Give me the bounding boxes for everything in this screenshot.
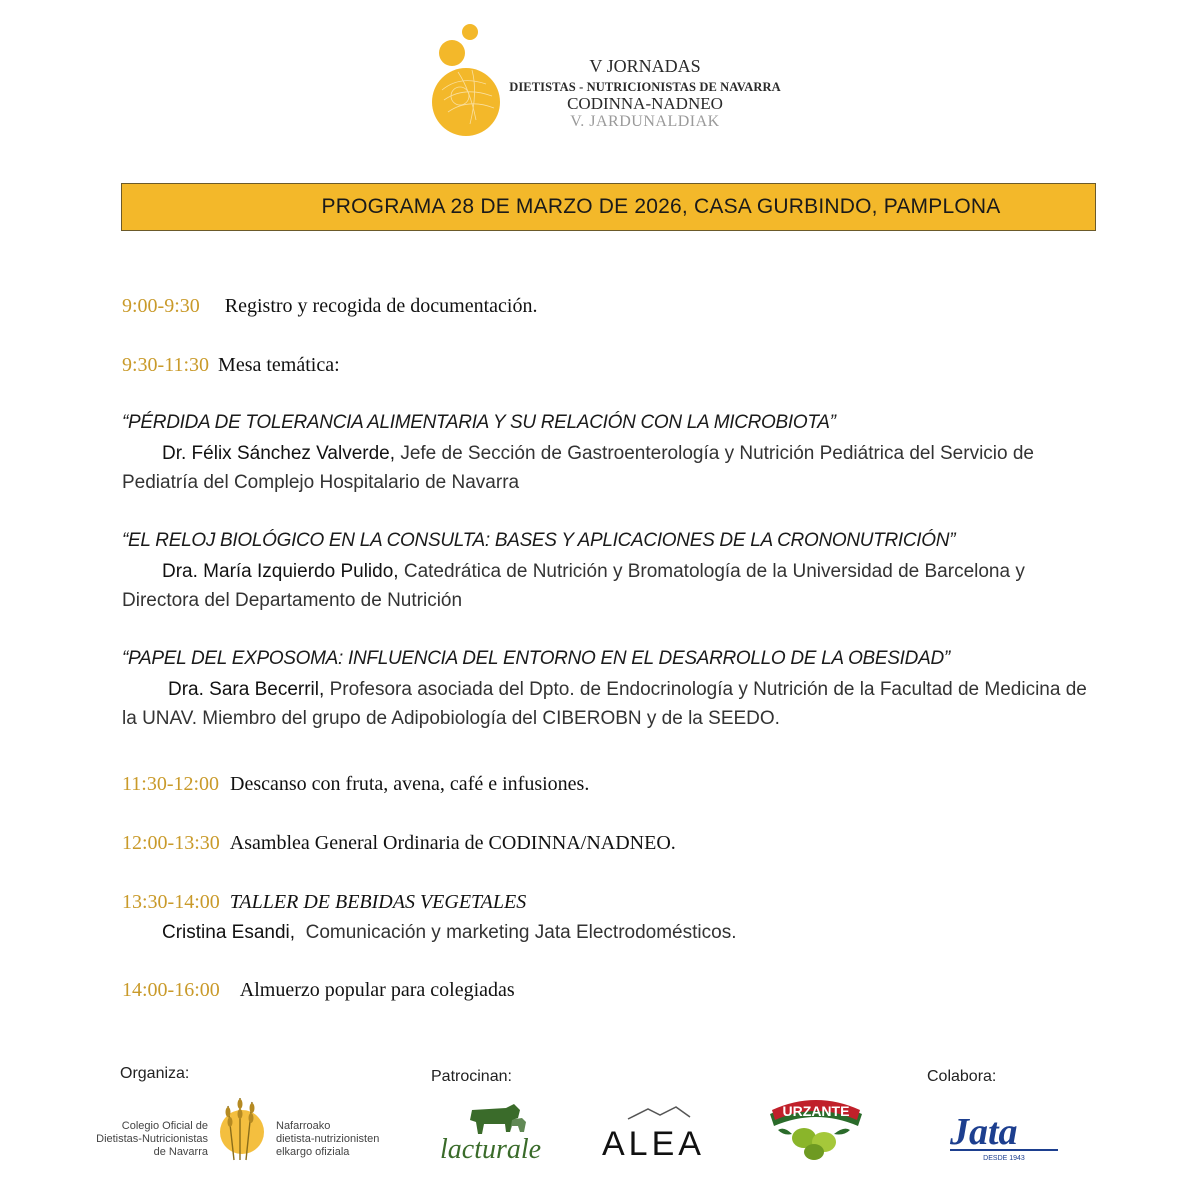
speaker-name: Dra. Sara Becerril, <box>168 679 325 700</box>
organizer-name-eu <box>276 1120 406 1159</box>
org-text-line: de Navarra <box>153 1146 208 1158</box>
program-item <box>122 354 340 377</box>
colabora-label: Colabora: <box>927 1068 997 1085</box>
speaker-name: Cristina Esandi, <box>162 922 296 943</box>
program-item <box>122 891 526 914</box>
organiza-label: Organiza: <box>120 1065 190 1082</box>
speaker-role: Catedrática de Nutrición y Bromatología de la Universidad de Barcelona y Directora del Departamento de Nutrición <box>122 561 1025 611</box>
item-time: 9:30-11:30 <box>122 354 210 376</box>
speaker-name: Dr. Félix Sánchez Valverde, <box>162 443 396 464</box>
header-subtitle: DIETISTAS - NUTRICIONISTAS DE NAVARRA <box>509 80 781 94</box>
program-item <box>122 979 515 1002</box>
patrocinan-label: Patrocinan: <box>431 1068 512 1085</box>
item-time: 9:00-9:30 <box>122 295 200 317</box>
item-activity: TALLER DE BEBIDAS VEGETALES <box>229 891 527 913</box>
program-item <box>122 773 589 796</box>
jata-logo <box>946 1104 1066 1164</box>
header-org: CODINNA-NADNEO <box>567 94 723 113</box>
org-text-line: elkargo ofiziala <box>276 1146 350 1158</box>
item-activity: Descanso con fruta, avena, café e infusiones. <box>230 773 590 795</box>
header-title: V JORNADAS <box>589 56 701 76</box>
jata-wordmark: Jata <box>950 1111 1018 1153</box>
item-time: 12:00-13:30 <box>122 832 220 854</box>
banner-text: PROGRAMA 28 DE MARZO DE 2026, CASA GURBINDO, PAMPLONA <box>321 195 1001 218</box>
alea-wordmark: ALEA <box>602 1125 705 1163</box>
lacturale-logo <box>436 1100 556 1170</box>
talk-speaker-info <box>122 439 1102 497</box>
program-item <box>122 832 676 855</box>
item-activity: Mesa temática: <box>218 354 340 376</box>
org-text-line: dietista-nutrizionisten <box>276 1133 380 1145</box>
item-activity: Registro y recogida de documentación. <box>224 295 538 317</box>
jata-tagline: DESDE 1943 <box>983 1155 1025 1162</box>
lacturale-wordmark: lacturale <box>440 1134 542 1165</box>
program-item <box>122 295 537 318</box>
speaker-role: Comunicación y marketing Jata Electrodomésticos. <box>305 922 737 943</box>
talk-speaker-info <box>122 557 1102 615</box>
header-basque-title: V. JARDUNALDIAK <box>570 113 720 130</box>
item-time: 11:30-12:00 <box>122 773 220 795</box>
talk-title: “EL RELOJ BIOLÓGICO EN LA CONSULTA: BASES Y APLICACIONES DE LA CRONONUTRICIÓN” <box>122 530 956 551</box>
speaker-role: Profesora asociada del Dpto. de Endocrinología y Nutrición de la Facultad de Medicina de la UNAV. Miembro del grupo de Adipobiología del CIBEROBN y de la SEEDO. <box>122 679 1087 729</box>
urzante-logo <box>764 1096 868 1164</box>
org-text-line: Dietistas-Nutricionistas <box>96 1133 208 1145</box>
item-time: 13:30-14:00 <box>122 891 220 913</box>
urzante-wordmark: URZANTE <box>782 1103 850 1119</box>
program-banner <box>121 183 1096 231</box>
item-time: 14:00-16:00 <box>122 979 220 1001</box>
wheat-sun-icon <box>212 1090 274 1162</box>
org-text-line: Nafarroako <box>276 1120 331 1132</box>
item-activity: Almuerzo popular para colegiadas <box>239 979 515 1001</box>
talk-title: “PÉRDIDA DE TOLERANCIA ALIMENTARIA Y SU RELACIÓN CON LA MICROBIOTA” <box>122 412 836 433</box>
talk-title: “PAPEL DEL EXPOSOMA: INFLUENCIA DEL ENTORNO EN EL DESARROLLO DE LA OBESIDAD” <box>122 648 950 669</box>
org-text-line: Colegio Oficial de <box>121 1120 208 1132</box>
speaker-role: Jefe de Sección de Gastroenterología y Nutrición Pediátrica del Servicio de Pediatría del Complejo Hospitalario de Navarra <box>122 443 1034 493</box>
talk-speaker-info <box>122 675 1102 733</box>
organizer-name-es <box>82 1120 208 1159</box>
item-activity: Asamblea General Ordinaria de CODINNA/NADNEO. <box>229 832 676 854</box>
alea-logo <box>600 1103 710 1163</box>
talk-speaker-info <box>122 918 1102 947</box>
speaker-name: Dra. María Izquierdo Pulido, <box>162 561 399 582</box>
